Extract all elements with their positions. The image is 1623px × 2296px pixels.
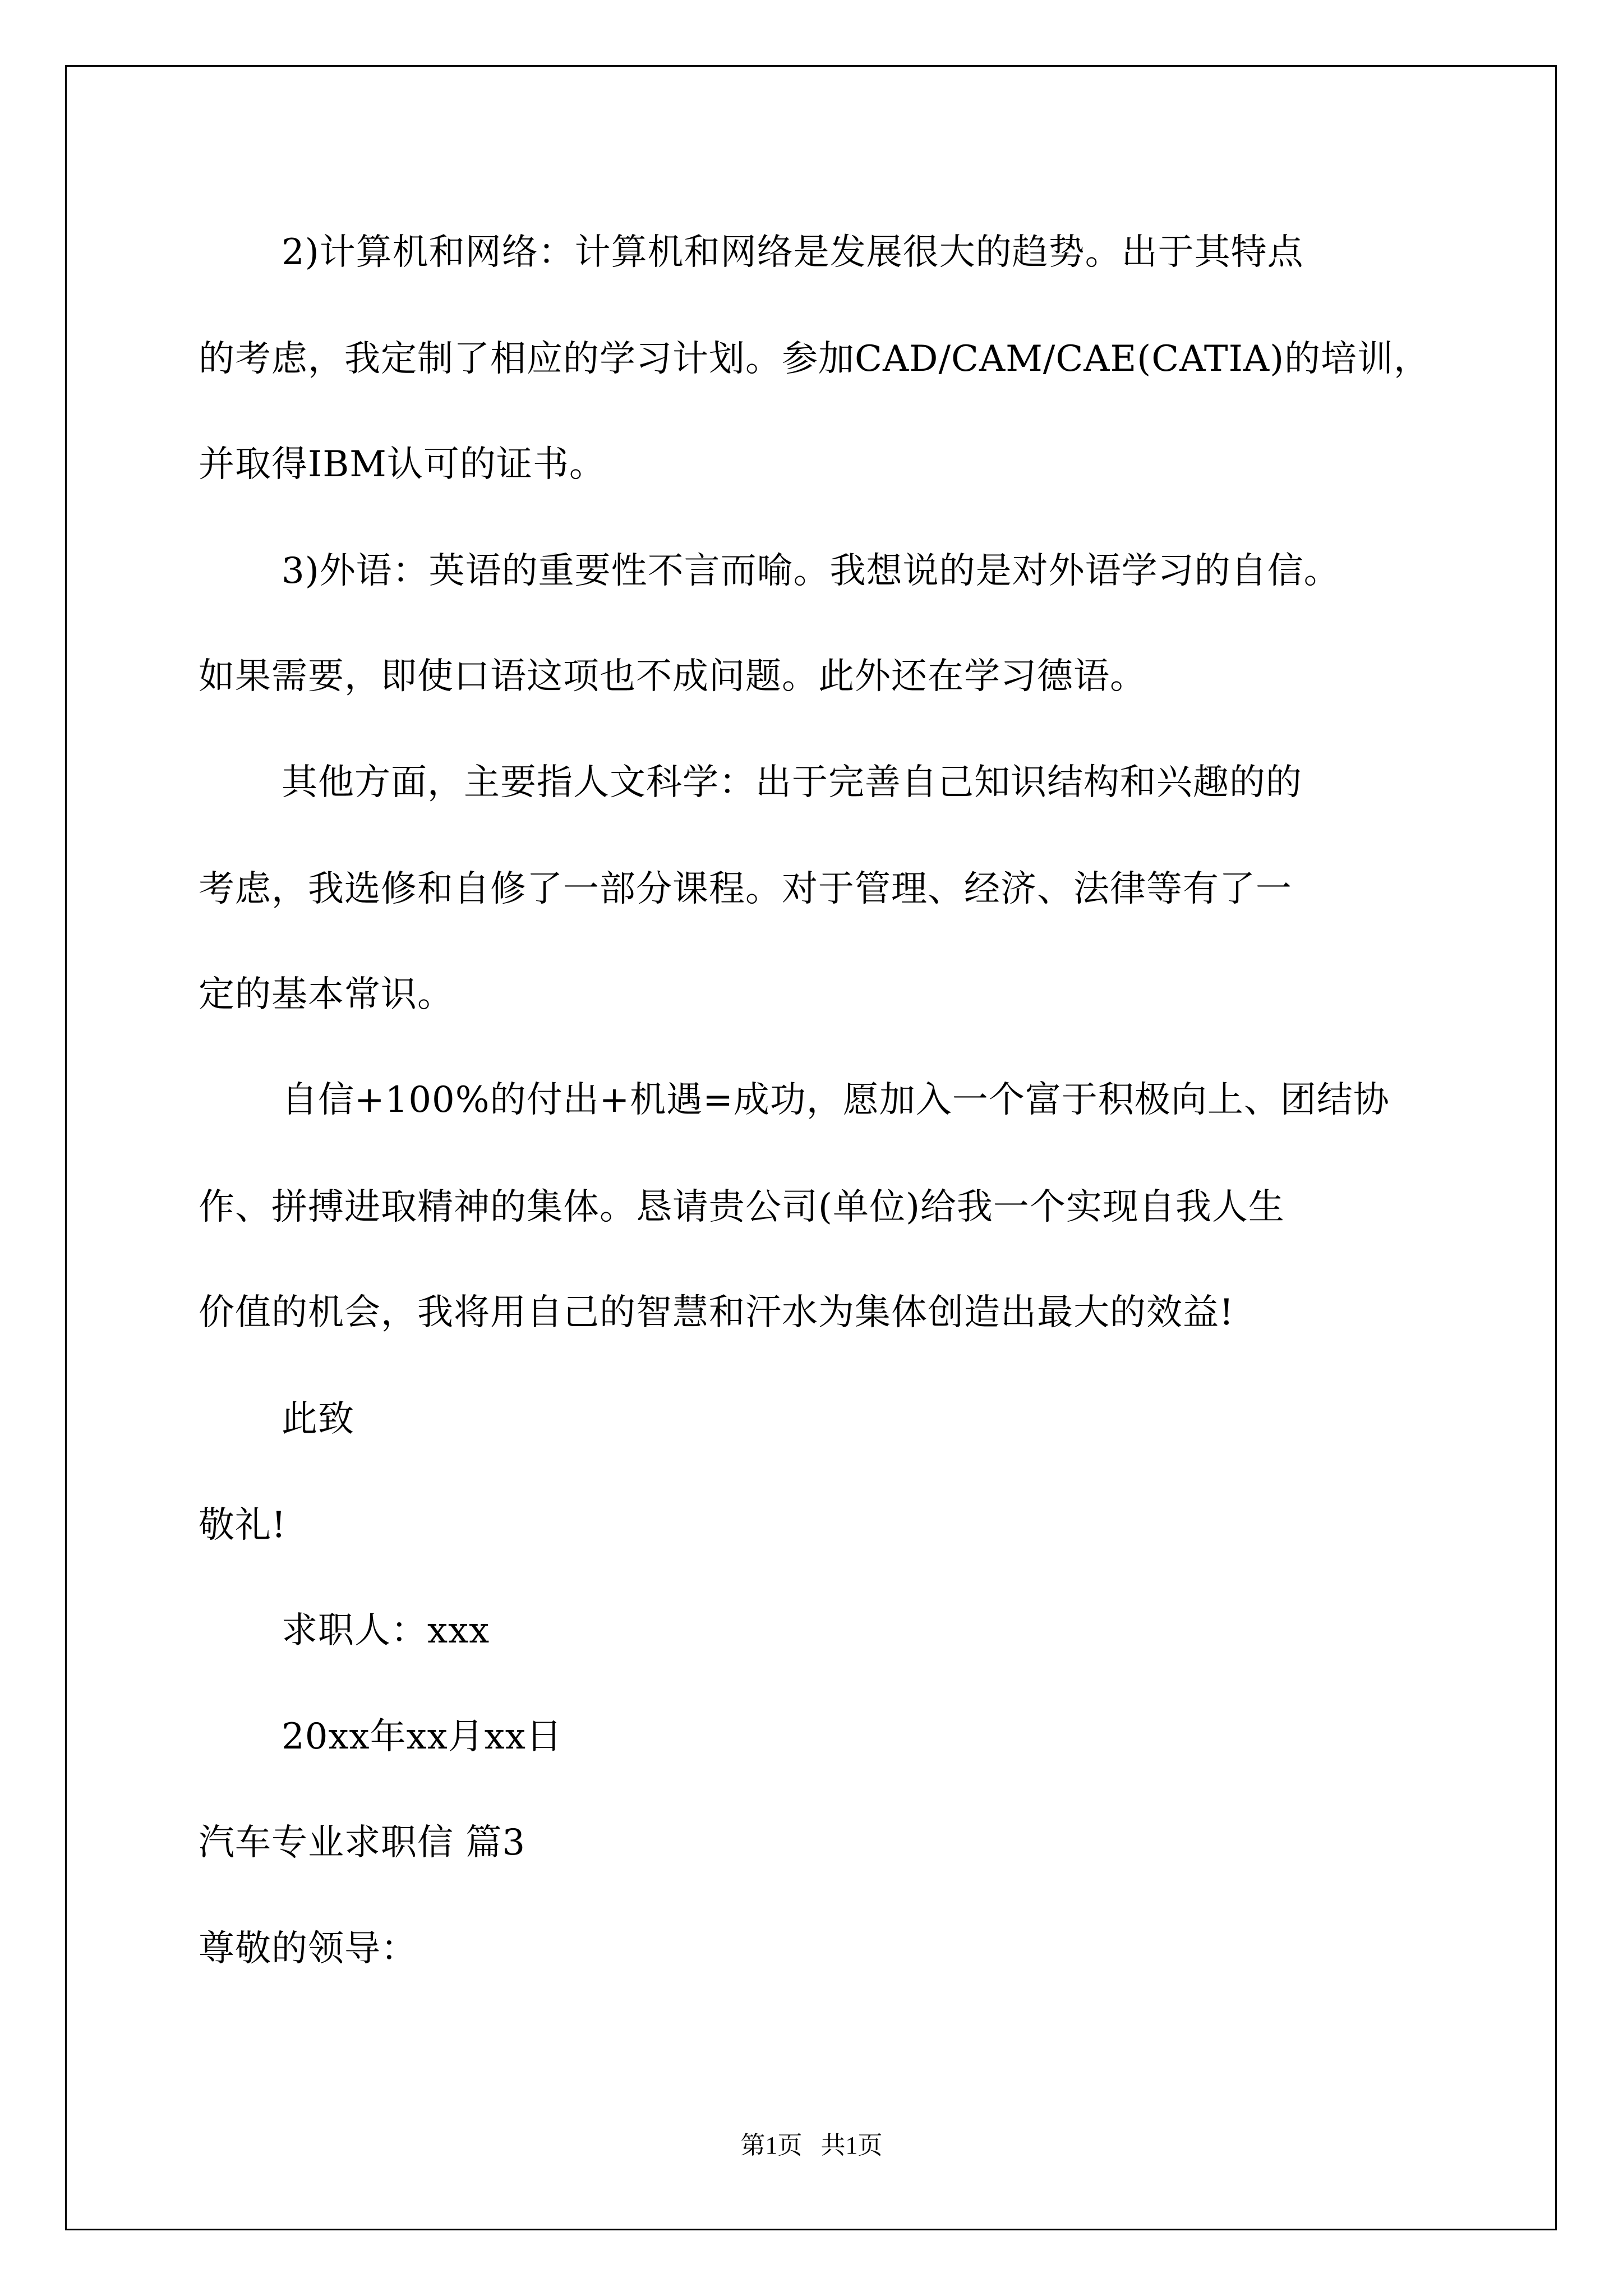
date-line: 20xx年xx月xx日 (282, 1716, 562, 1757)
greeting-line: 尊敬的领导： (199, 1928, 417, 1970)
closing-line: 此致 (282, 1398, 354, 1440)
page-footer: 第1页 共1页 (740, 2132, 883, 2159)
paragraph-line: 价值的机会，我将用自己的智慧和汗水为集体创造出最大的效益! (199, 1292, 1234, 1333)
paragraph-line: 如果需要，即使口语这项也不成问题。此外还在学习德语。 (199, 656, 1146, 697)
paragraph-line: 作、拼搏进取精神的集体。恳请贵公司(单位)给我一个实现自我人生 (199, 1186, 1285, 1228)
paragraph-line: 其他方面，主要指人文科学：出于完善自己知识结构和兴趣的的 (282, 762, 1302, 803)
paragraph-line: 自信+100%的付出+机遇=成功，愿加入一个富于积极向上、团结协 (282, 1079, 1390, 1121)
section-heading: 汽车专业求职信 篇3 (199, 1822, 526, 1864)
paragraph-line: 考虑，我选修和自修了一部分课程。对于管理、经济、法律等有了一 (199, 868, 1292, 910)
paragraph-line: 并取得IBM认可的证书。 (199, 444, 606, 485)
paragraph-line: 定的基本常识。 (199, 974, 454, 1015)
paragraph-line: 3)外语：英语的重要性不言而喻。我想说的是对外语学习的自信。 (282, 550, 1340, 592)
signature-line: 求职人：xxx (282, 1610, 490, 1651)
salutation-line: 敬礼! (199, 1504, 287, 1546)
paragraph-line: 的考虑，我定制了相应的学习计划。参加CAD/CAM/CAE(CATIA)的培训， (199, 338, 1431, 380)
page-border (65, 65, 1557, 2230)
paragraph-line: 2)计算机和网络：计算机和网络是发展很大的趋势。出于其特点 (282, 232, 1304, 273)
